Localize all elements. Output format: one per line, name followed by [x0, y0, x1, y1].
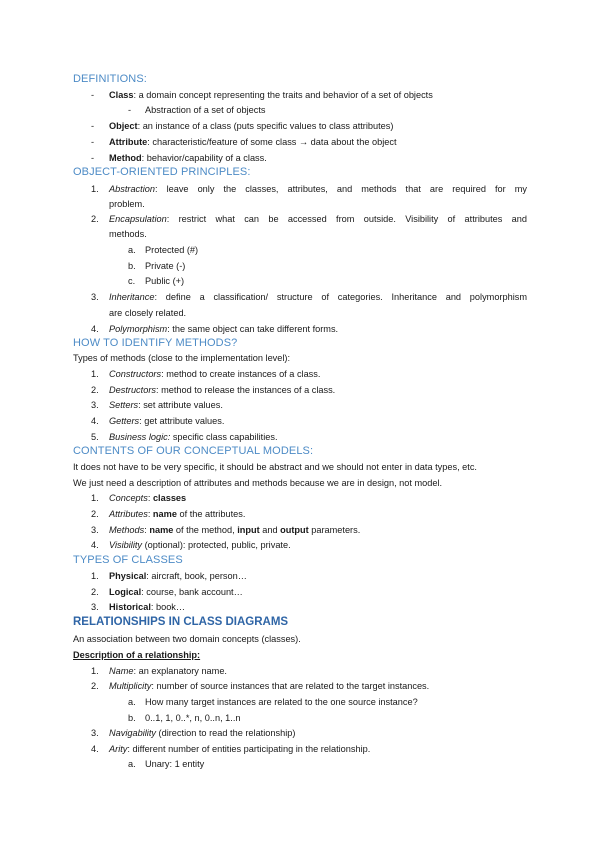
text-run: : number of source instances that are related to the target instances.: [151, 681, 430, 691]
text-run: Methods: [109, 525, 145, 535]
paragraph-line: [73, 633, 301, 645]
text-run: methods.: [109, 229, 147, 239]
paragraph-line: [73, 649, 200, 661]
list-marker: 3.: [91, 602, 99, 612]
list-item: [109, 183, 527, 195]
text-run: output: [280, 525, 309, 535]
list-marker: 4.: [91, 744, 99, 754]
text-run: Visibility: [109, 540, 143, 550]
text-run: Getters: [109, 416, 140, 426]
section-heading: [73, 554, 183, 566]
list-marker: -: [128, 105, 132, 115]
list-item: [109, 508, 245, 520]
list-item: [109, 120, 393, 132]
text-run: :: [144, 525, 150, 535]
text-run: Polymorphism: [109, 324, 168, 334]
text-run: HOW TO IDENTIFY METHODS?: [73, 337, 238, 349]
text-run: RELATIONSHIPS IN CLASS DIAGRAMS: [73, 616, 289, 628]
list-marker: 1.: [91, 571, 99, 581]
section-heading: [73, 166, 251, 178]
text-run: Physical: [109, 571, 147, 581]
list-item: [109, 492, 186, 504]
text-run: : an instance of a class (puts specific values to class attributes): [137, 121, 394, 131]
text-run: Protected (#): [145, 245, 199, 255]
list-marker: 3.: [91, 728, 99, 738]
list-marker: 4.: [91, 416, 99, 426]
text-run: 0..1, 1, 0..*, n, 0..n, 1..n: [145, 713, 241, 723]
text-run: Constructors: [109, 369, 162, 379]
text-run: OBJECT-ORIENTED PRINCIPLES:: [73, 166, 251, 178]
text-run: Abstraction: [109, 184, 155, 194]
text-run: : restrict what can be accessed from outside. Visibility of attributes and: [166, 214, 527, 224]
text-run: : characteristic/feature of some class → data about the object: [147, 137, 397, 147]
list-item: [109, 228, 147, 240]
text-run: (direction to read the relationship): [155, 728, 296, 738]
list-marker: 2.: [91, 509, 99, 519]
text-run: : course, bank account…: [141, 587, 243, 597]
text-run: Multiplicity: [109, 681, 152, 691]
text-run: CONTENTS OF OUR CONCEPTUAL MODELS:: [73, 445, 314, 457]
text-run: Concepts: [109, 493, 148, 503]
text-run: Setters: [109, 400, 139, 410]
list-item: [109, 665, 227, 677]
text-run: name: [149, 525, 174, 535]
text-run: (optional): protected, public, private.: [142, 540, 291, 550]
list-marker: b.: [128, 713, 136, 723]
section-heading: [73, 337, 237, 349]
list-marker: b.: [128, 261, 136, 271]
list-marker: 2.: [91, 214, 99, 224]
list-marker: 1.: [91, 666, 99, 676]
text-run: TYPES OF CLASSES: [73, 554, 183, 566]
list-marker: 4.: [91, 540, 99, 550]
list-marker: 3.: [91, 525, 99, 535]
list-marker: -: [91, 137, 95, 147]
list-marker: 2.: [91, 385, 99, 395]
text-run: Class: [109, 90, 134, 100]
text-run: Method: [109, 153, 142, 163]
text-run: parameters.: [308, 525, 361, 535]
text-run: : method to create instances of a class.: [161, 369, 321, 379]
list-item: [109, 431, 278, 443]
list-item: [109, 384, 335, 396]
section-heading: [73, 616, 288, 628]
list-marker: a.: [128, 759, 136, 769]
list-item: [109, 727, 295, 739]
text-run: are closely related.: [109, 308, 187, 318]
paragraph-line: [73, 352, 290, 364]
text-run: Abstraction of a set of objects: [145, 105, 266, 115]
text-run: Types of methods (close to the implementation level):: [73, 353, 291, 363]
text-run: Description of a relationship:: [73, 650, 201, 660]
text-run: Object: [109, 121, 138, 131]
list-item: [109, 539, 291, 551]
list-item: [109, 570, 247, 582]
text-run: input: [237, 525, 260, 535]
text-run: : behavior/capability of a class.: [141, 153, 267, 163]
text-run: Business logic:: [109, 432, 171, 442]
list-marker: 2.: [91, 587, 99, 597]
text-run: :: [147, 493, 153, 503]
list-marker: 5.: [91, 432, 99, 442]
list-marker: 3.: [91, 400, 99, 410]
text-run: : an explanatory name.: [133, 666, 227, 676]
text-run: : set attribute values.: [138, 400, 223, 410]
list-item: [109, 601, 185, 613]
text-run: Private (-): [145, 261, 186, 271]
text-run: of the method,: [173, 525, 238, 535]
text-run: Public (+): [145, 276, 185, 286]
list-item: [109, 198, 145, 210]
list-item: [145, 104, 266, 116]
list-item: [145, 758, 204, 770]
text-run: and: [259, 525, 281, 535]
text-run: : book…: [150, 602, 186, 612]
list-marker: -: [91, 90, 95, 100]
list-marker: a.: [128, 245, 136, 255]
list-item: [145, 244, 198, 256]
text-run: classes: [152, 493, 187, 503]
list-item: [109, 368, 320, 380]
text-run: : method to release the instances of a class.: [155, 385, 336, 395]
list-item: [145, 712, 241, 724]
text-run: Historical: [109, 602, 151, 612]
text-run: of the attributes.: [176, 509, 246, 519]
section-heading: [73, 445, 313, 457]
text-run: DEFINITIONS:: [73, 73, 147, 85]
list-item: [109, 415, 224, 427]
list-marker: 4.: [91, 324, 99, 334]
text-run: : get attribute values.: [139, 416, 225, 426]
list-marker: 1.: [91, 369, 99, 379]
list-marker: 1.: [91, 184, 99, 194]
text-run: Inheritance: [109, 292, 155, 302]
text-run: problem.: [109, 199, 145, 209]
text-run: Attribute: [109, 137, 148, 147]
text-run: : aircraft, book, person…: [146, 571, 247, 581]
text-run: : different number of entities participating in the relationship.: [127, 744, 371, 754]
list-item: [145, 260, 185, 272]
text-run: Unary: 1 entity: [145, 759, 205, 769]
list-marker: c.: [128, 276, 136, 286]
list-marker: -: [91, 153, 95, 163]
text-run: An association between two domain concepts (classes).: [73, 634, 301, 644]
list-item: [109, 586, 243, 598]
list-item: [109, 89, 433, 101]
text-run: : the same object can take different forms.: [167, 324, 339, 334]
text-run: specific class capabilities.: [170, 432, 278, 442]
paragraph-line: [73, 461, 477, 473]
list-item: [109, 136, 397, 148]
text-run: Navigability: [109, 728, 156, 738]
list-item: [109, 291, 527, 303]
list-marker: -: [91, 121, 95, 131]
text-run: We just need a description of attributes and methods because we are in design, not model.: [73, 478, 443, 488]
list-item: [145, 696, 418, 708]
list-item: [109, 680, 429, 692]
list-item: [109, 524, 360, 536]
text-run: It does not have to be very specific, it should be abstract and we should not enter in data types, etc.: [73, 462, 477, 472]
paragraph-line: [73, 477, 442, 489]
list-item: [109, 323, 338, 335]
list-item: [109, 213, 527, 225]
text-run: :: [147, 509, 153, 519]
list-item: [109, 152, 267, 164]
text-run: How many target instances are related to the one source instance?: [145, 697, 418, 707]
list-item: [109, 743, 370, 755]
text-run: : a domain concept representing the traits and behavior of a set of objects: [133, 90, 433, 100]
list-item: [109, 307, 186, 319]
list-marker: 1.: [91, 493, 99, 503]
text-run: : define a classification/ structure of categories. Inheritance and polymorphism: [154, 292, 527, 302]
text-run: Name: [109, 666, 134, 676]
text-run: : leave only the classes, attributes, and methods that are required for my: [154, 184, 527, 194]
list-marker: 2.: [91, 681, 99, 691]
list-marker: a.: [128, 697, 136, 707]
text-run: Destructors: [109, 385, 156, 395]
list-item: [145, 275, 184, 287]
list-item: [109, 399, 223, 411]
section-heading: [73, 73, 147, 85]
text-run: name: [152, 509, 177, 519]
text-run: Attributes: [109, 509, 148, 519]
list-marker: 3.: [91, 292, 99, 302]
text-run: Arity: [109, 744, 128, 754]
text-run: Encapsulation: [109, 214, 167, 224]
text-run: Logical: [109, 587, 142, 597]
